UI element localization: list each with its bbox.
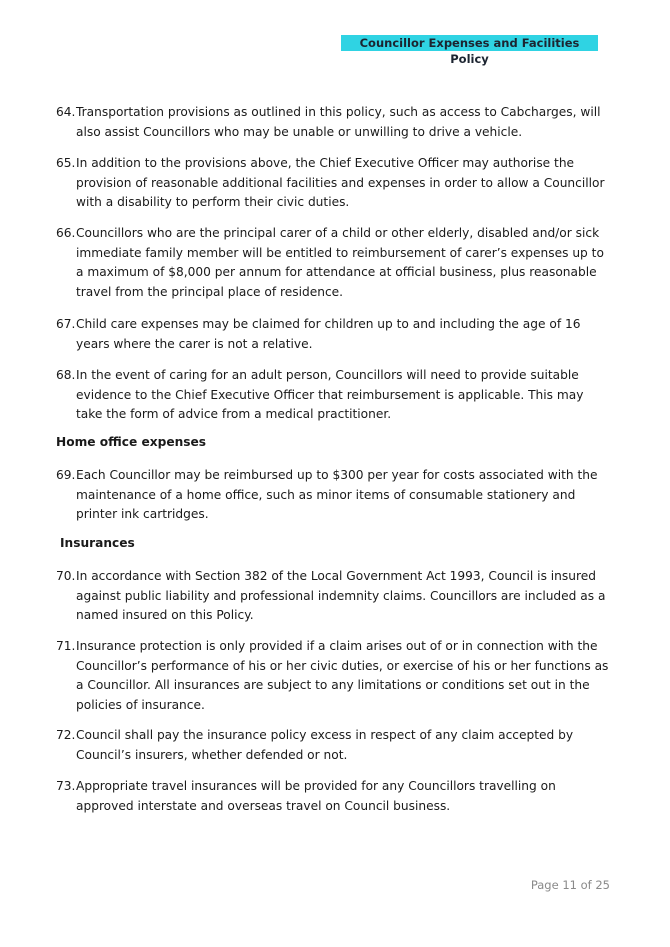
item-number: 69. [56,468,76,482]
item-text: Each Councillor may be reimbursed up to $300 per year for costs associated with the maintenance of a home office, such as minor items of consumable stationery and printer ink cartridges. [76,468,598,522]
item-number: 70. [56,569,76,583]
item-text: In addition to the provisions above, the Chief Executive Officer may authorise the provision of reasonable additional facilities and expenses in order to allow a Councillor with a disability to perform their civic duties. [76,156,605,210]
item-number: 73. [56,779,76,793]
list-item-66 [56,224,611,302]
list-item-67 [56,315,611,354]
list-item-72 [56,726,611,765]
list-item-70 [56,567,611,626]
item-text: In the event of caring for an adult person, Councillors will need to provide suitable evidence to the Chief Executive Officer that reimbursement is applicable. This may take the form of advice from a medical practitioner. [76,368,584,422]
item-number: 68. [56,368,76,382]
page-number: Page 11 of 25 [530,878,610,892]
item-text: In accordance with Section 382 of the Local Government Act 1993, Council is insured against public liability and professional indemnity claims. Councillors are included as a named insured on this Policy. [76,569,606,623]
item-number: 72. [56,728,76,742]
section-heading-insurances: Insurances [60,536,135,550]
section-heading-home-office: Home office expenses [56,435,207,449]
item-number: 64. [56,105,76,119]
item-text: Councillors who are the principal carer of a child or other elderly, disabled and/or sick immediate family member will be entitled to reimbursement of carer’s expenses up to a maximum of $8,000 per annum for attendance at official business, plus reasonable travel from the principal place of residence. [76,226,604,299]
list-item-73 [56,777,611,816]
page-header-title: Councillor Expenses and Facilities Policy [359,36,580,66]
item-number: 66. [56,226,76,240]
item-text: Council shall pay the insurance policy excess in respect of any claim accepted by Council’s insurers, whether defended or not. [76,728,574,762]
item-text: Insurance protection is only provided if a claim arises out of or in connection with the Councillor’s performance of his or her civic duties, or exercise of his or her functions as a Councillor. All insurances are subject to any limitations or conditions set out in the policies of insurance. [76,639,609,712]
list-item-71 [56,637,611,715]
list-item-65 [56,154,611,213]
item-number: 65. [56,156,76,170]
item-number: 71. [56,639,76,653]
list-item-68 [56,366,611,425]
item-number: 67. [56,317,76,331]
item-text: Child care expenses may be claimed for children up to and including the age of 16 years where the carer is not a relative. [76,317,581,351]
item-text: Transportation provisions as outlined in this policy, such as access to Cabcharges, will also assist Councillors who may be unable or unwilling to drive a vehicle. [76,105,601,139]
item-text: Appropriate travel insurances will be provided for any Councillors travelling on approved interstate and overseas travel on Council business. [76,779,556,813]
list-item-64 [56,103,611,142]
list-item-69 [56,466,611,525]
